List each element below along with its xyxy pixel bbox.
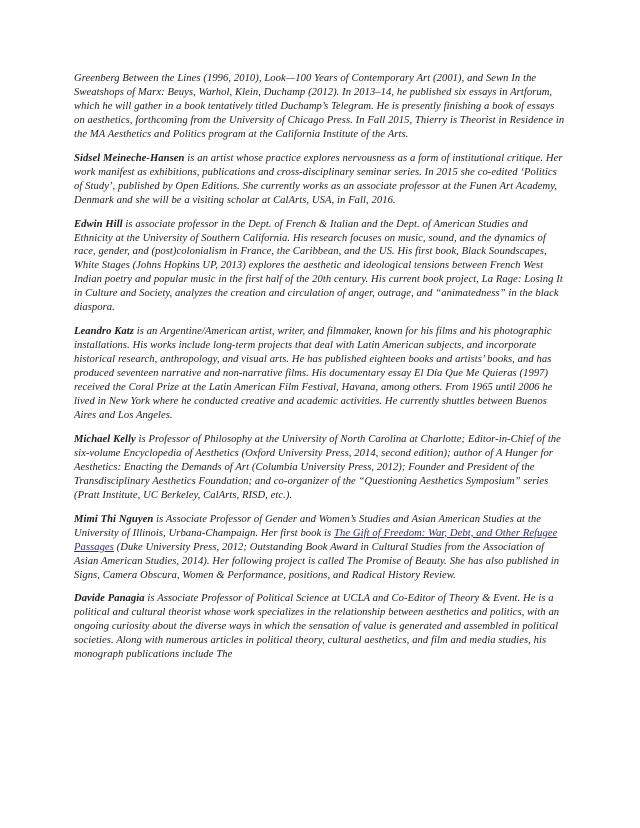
bio-paragraph-continuation — [74, 72, 566, 142]
biography-list — [74, 72, 566, 662]
bio-paragraph-davide-panagia — [74, 592, 566, 662]
bio-paragraph-sidsel-meineche-hansen — [74, 152, 566, 208]
bio-name: Leandro Katz — [74, 326, 134, 338]
bio-paragraph-edwin-hill — [74, 218, 566, 316]
bio-paragraph-michael-kelly — [74, 433, 566, 503]
bio-paragraph-leandro-katz — [74, 325, 566, 423]
bio-name: Michael Kelly — [74, 433, 136, 445]
bio-body: is associate professor in the Dept. of French & Italian and the Dept. of American Studies and Ethnicity at the University of Southern California. His research focuses on music, sound, and the dynamics of race, gender, and (post)colonialism in France, the Caribbean, and the US. His first book, Black Soundscapes, White Stages (Johns Hopkins UP, 2013) explores the aesthetic and ideological tensions between French West Indian poetry and popular music in the first half of the 20th century. His current book project, La Rage: Losing It in Culture and Society, analyzes the creation and circulation of anger, outrage, and “animatedness” in the black diaspora. — [74, 218, 563, 314]
bio-body: is an Argentine/American artist, writer, and filmmaker, known for his films and his photographic installations. His works include long-term projects that deal with Latin American subjects, and incorporate historical research, anthropology, and visual arts. He has published eighteen books and artists’ books, and has produced seventeen narrative and non-narrative films. His documentary essay El Día Que Me Quieras (1997) received the Coral Prize at the Latin American Film Festival, Havana, among others. From 1965 until 2006 he lived in New York where he conducted creative and academic activities. He currently shuttles between Buenos Aires and Los Angeles. — [74, 326, 553, 421]
bio-body: Greenberg Between the Lines (1996, 2010), Look—100 Years of Contemporary Art (2001), and Sewn In the Sweatshops of Marx: Beuys, Warhol, Klein, Duchamp (2012). In 2013–14, he published six essays in Artforum, which he will gather in a book tentatively titled Duchamp’s Telegram. He is presently finishing a book of essays on aesthetics, forthcoming from the University of Chicago Press. In Fall 2015, Thierry is Theorist in Residence in the MA Aesthetics and Politics program at the California Institute of the Arts. — [74, 73, 565, 140]
book-title-link[interactable]: The Gift of Freedom: War, Debt, and Other Refugee Passages — [74, 527, 558, 553]
bio-name: Mimi Thi Nguyen — [74, 513, 154, 525]
bio-body-after-link: (Duke University Press, 2012; Outstanding Book Award in Cultural Studies from the Association of Asian American Studies, 2014). Her following project is called The Promise of Beauty. She has also published in Signs, Camera Obscura, Women & Performance, positions, and Radical History Review. — [74, 541, 560, 581]
bio-body: is Professor of Philosophy at the University of North Carolina at Charlotte; Editor-in-Chief of the six-volume Encyclopedia of Aesthetics (Oxford University Press, 2014, second edition); author of A Hunger for Aesthetics: Enacting the Demands of Art (Columbia University Press, 2012); Founder and President of the Transdisciplinary Aesthetics Foundation; and co-organizer of the “Questioning Aesthetics Symposium” series (Pratt Institute, UC Berkeley, CalArts, RISD, etc.). — [74, 433, 561, 501]
bio-name: Sidsel Meineche-Hansen — [74, 152, 185, 164]
bio-name: Davide Panagia — [74, 593, 145, 605]
bio-body-before-link: is Associate Professor of Gender and Women’s Studies and Asian American Studies at the University of Illinois, Urbana-Champaign. Her first book is — [74, 513, 541, 539]
bio-body: is Associate Professor of Political Science at UCLA and Co-Editor of Theory & Event. He is a political and cultural theorist whose work specializes in the relationship between aesthetics and politics, with an ongoing curiosity about the diverse ways in which the sensation of value is generated and assembled in political societies. Along with numerous articles in political theory, cultural aesthetics, and film and media studies, his monograph publications include The — [74, 593, 560, 661]
bio-body: is an artist whose practice explores nervousness as a form of institutional critique. Her work manifest as exhibitions, publications and cross-disciplinary seminar series. In 2015 she co-edited ‘Politics of Study’, published by Open Editions. She currently works as an associate professor at the Funen Art Academy, Denmark and she will be a visiting scholar at CalArts, USA, in Fall, 2016. — [74, 152, 563, 206]
bio-name: Edwin Hill — [74, 218, 123, 230]
bio-paragraph-mimi-thi-nguyen — [74, 513, 566, 583]
